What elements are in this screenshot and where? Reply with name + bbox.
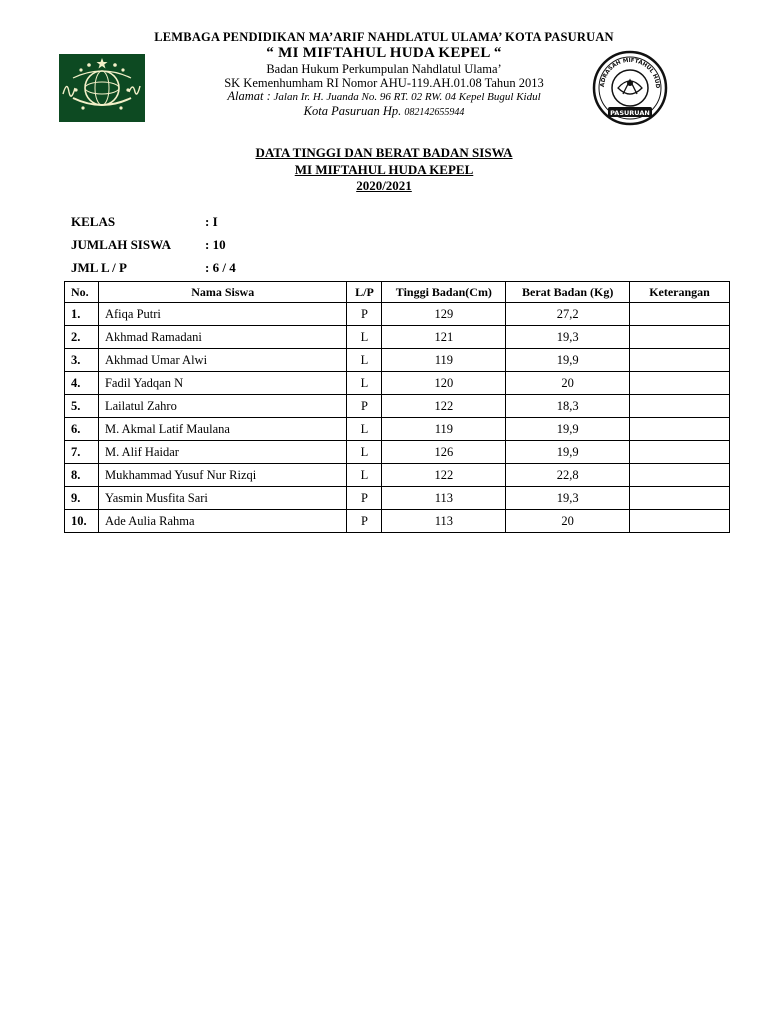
gender-cell: L <box>347 418 382 441</box>
row-number-cell: 4. <box>65 372 99 395</box>
student-name-cell: Mukhammad Yusuf Nur Rizqi <box>98 464 346 487</box>
table-row <box>65 441 730 464</box>
table-row <box>65 372 730 395</box>
height-cell: 120 <box>382 372 506 395</box>
row-number-cell: 3. <box>65 349 99 372</box>
phone-number: 082142655944 <box>404 107 465 118</box>
notes-cell <box>630 510 730 533</box>
student-name-cell: Yasmin Musfita Sari <box>98 487 346 510</box>
madrasah-seal-icon <box>590 50 670 126</box>
notes-cell <box>630 441 730 464</box>
table-row <box>65 418 730 441</box>
student-table <box>64 281 730 533</box>
gender-cell: P <box>347 303 382 326</box>
gender-cell: L <box>347 349 382 372</box>
weight-cell: 18,3 <box>506 395 630 418</box>
height-cell: 122 <box>382 395 506 418</box>
col-header-name: Nama Siswa <box>98 282 346 303</box>
weight-cell: 22,8 <box>506 464 630 487</box>
student-name-cell: Akhmad Umar Alwi <box>98 349 346 372</box>
address-text: Jalan Ir. H. Juanda No. 96 RT. 02 RW. 04 Kepel Bugul Kidul <box>270 91 541 103</box>
weight-cell: 20 <box>506 510 630 533</box>
col-header-height: Tinggi Badan(Cm) <box>382 282 506 303</box>
notes-cell <box>630 326 730 349</box>
row-number-cell: 5. <box>65 395 99 418</box>
title-line-1: DATA TINGGI DAN BERAT BADAN SISWA <box>255 145 513 160</box>
meta-value: : 10 <box>205 237 226 252</box>
weight-cell: 19,3 <box>506 326 630 349</box>
address-line <box>100 90 668 104</box>
height-cell: 122 <box>382 464 506 487</box>
city-text: Kota Pasuruan Hp. <box>303 104 405 118</box>
gender-cell: L <box>347 372 382 395</box>
col-header-notes: Keterangan <box>630 282 730 303</box>
meta-row-jml-lp <box>71 258 371 281</box>
class-info <box>71 212 371 281</box>
gender-cell: L <box>347 441 382 464</box>
col-header-no: No. <box>65 282 99 303</box>
table-row <box>65 510 730 533</box>
weight-cell: 19,9 <box>506 441 630 464</box>
row-number-cell: 2. <box>65 326 99 349</box>
meta-row-jumlah-siswa <box>71 235 371 258</box>
seal-bottom-text: PASURUAN <box>610 109 650 117</box>
table-body <box>65 303 730 533</box>
meta-row-kelas <box>71 212 371 235</box>
col-header-gender: L/P <box>347 282 382 303</box>
gender-cell: L <box>347 326 382 349</box>
notes-cell <box>630 372 730 395</box>
height-cell: 113 <box>382 510 506 533</box>
notes-cell <box>630 418 730 441</box>
weight-cell: 19,9 <box>506 349 630 372</box>
table-row <box>65 395 730 418</box>
height-cell: 121 <box>382 326 506 349</box>
row-number-cell: 10. <box>65 510 99 533</box>
student-name-cell: M. Akmal Latif Maulana <box>98 418 346 441</box>
decree-number: SK Kemenhumham RI Nomor AHU-119.AH.01.08 Tahun 2013 <box>224 76 544 90</box>
weight-cell: 20 <box>506 372 630 395</box>
student-name-cell: Akhmad Ramadani <box>98 326 346 349</box>
weight-cell: 27,2 <box>506 303 630 326</box>
student-name-cell: Lailatul Zahro <box>98 395 346 418</box>
meta-key: KELAS <box>71 214 116 229</box>
meta-key: JUMLAH SISWA <box>71 237 172 252</box>
meta-value: : 6 / 4 <box>205 260 236 275</box>
meta-key: JML L / P <box>71 260 127 275</box>
table-row <box>65 487 730 510</box>
letterhead <box>0 0 768 130</box>
gender-cell: L <box>347 464 382 487</box>
height-cell: 119 <box>382 418 506 441</box>
student-name-cell: Afiqa Putri <box>98 303 346 326</box>
row-number-cell: 6. <box>65 418 99 441</box>
notes-cell <box>630 395 730 418</box>
row-number-cell: 8. <box>65 464 99 487</box>
row-number-cell: 9. <box>65 487 99 510</box>
seal-top-text: ADRASAH MIFTAHUL HUD <box>599 57 661 89</box>
notes-cell <box>630 349 730 372</box>
letterhead-text <box>100 30 668 120</box>
meta-value: : I <box>205 214 218 229</box>
table-header-row <box>65 282 730 303</box>
table-row <box>65 326 730 349</box>
height-cell: 119 <box>382 349 506 372</box>
gender-cell: P <box>347 510 382 533</box>
height-cell: 129 <box>382 303 506 326</box>
foundation-name: LEMBAGA PENDIDIKAN MA’ARIF NAHDLATUL ULAMA’ KOTA PASURUAN <box>154 30 614 44</box>
notes-cell <box>630 487 730 510</box>
student-name-cell: Fadil Yadqan N <box>98 372 346 395</box>
school-name: “ MI MIFTAHUL HUDA KEPEL “ <box>266 45 502 61</box>
legal-entity: Badan Hukum Perkumpulan Nahdlatul Ulama’ <box>266 62 502 76</box>
gender-cell: P <box>347 487 382 510</box>
document-title <box>0 145 768 195</box>
row-number-cell: 1. <box>65 303 99 326</box>
weight-cell: 19,9 <box>506 418 630 441</box>
title-line-3: 2020/2021 <box>356 178 412 193</box>
madrasah-seal <box>590 50 670 126</box>
col-header-weight: Berat Badan (Kg) <box>506 282 630 303</box>
student-name-cell: Ade Aulia Rahma <box>98 510 346 533</box>
row-number-cell: 7. <box>65 441 99 464</box>
notes-cell <box>630 464 730 487</box>
weight-cell: 19,3 <box>506 487 630 510</box>
table-row <box>65 349 730 372</box>
height-cell: 113 <box>382 487 506 510</box>
student-name-cell: M. Alif Haidar <box>98 441 346 464</box>
notes-cell <box>630 303 730 326</box>
table-row <box>65 303 730 326</box>
gender-cell: P <box>347 395 382 418</box>
table-row <box>65 464 730 487</box>
city-phone-line <box>100 104 668 120</box>
title-line-2: MI MIFTAHUL HUDA KEPEL <box>294 161 474 177</box>
height-cell: 126 <box>382 441 506 464</box>
address-label: Alamat : <box>227 89 271 103</box>
